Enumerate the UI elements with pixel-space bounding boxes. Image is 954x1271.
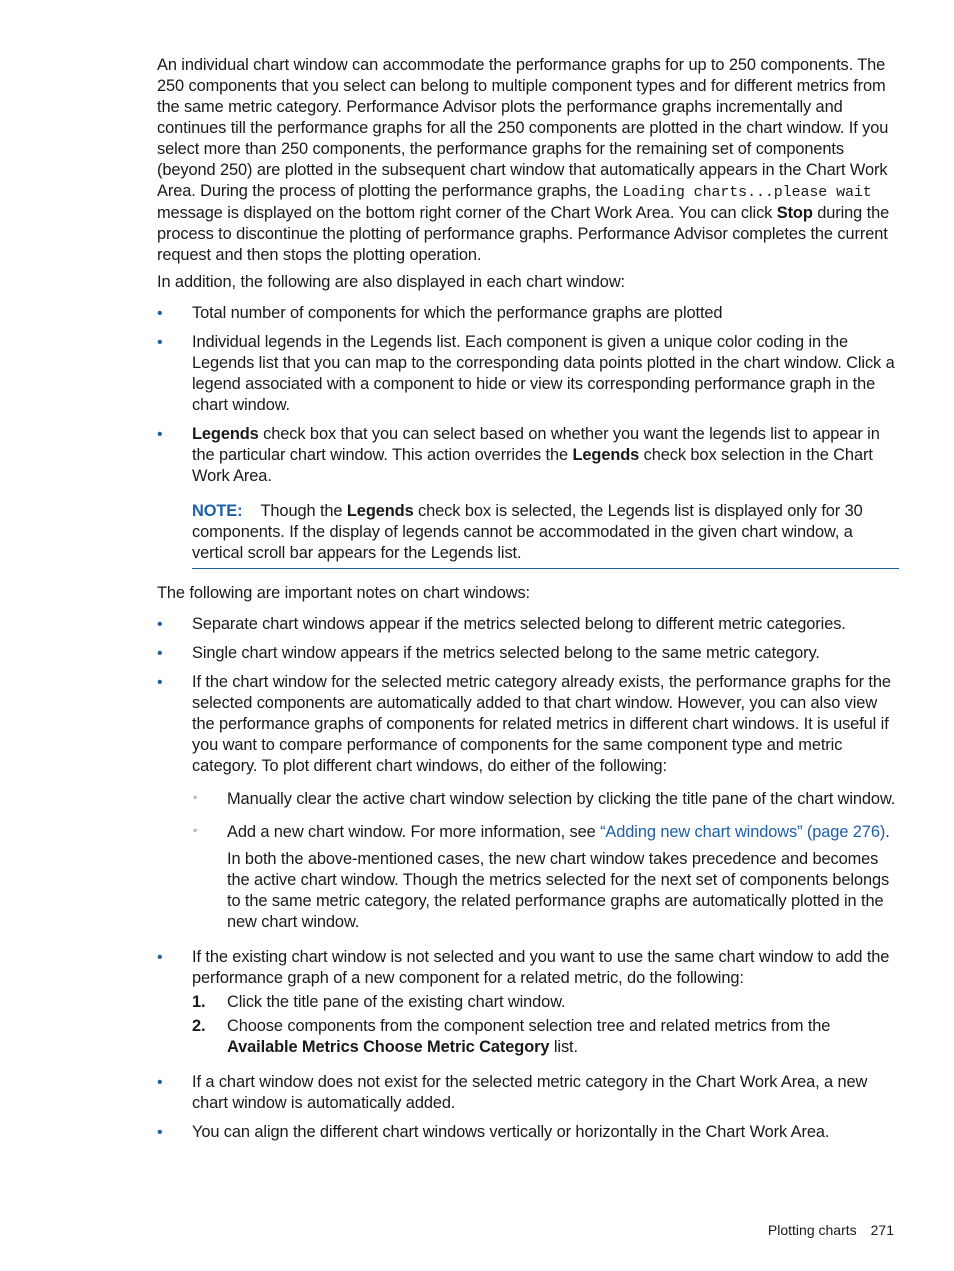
- list-item: [157, 643, 899, 664]
- sub-list-item-text: .: [885, 823, 890, 841]
- step-text: Choose components from the component selection tree and related metrics from the: [227, 1017, 831, 1035]
- list-item-text: If the existing chart window is not selected and you want to use the same chart window to add the performance graph of a new component for a related metric, do the following:: [192, 948, 890, 987]
- legends-keyword: Legends: [192, 425, 259, 443]
- list-item-text: check box selection in the Chart Work Area.: [192, 446, 873, 485]
- legends-keyword: Legends: [346, 502, 414, 520]
- step-number: 2.: [192, 1017, 206, 1035]
- chart-window-items-list: [157, 303, 899, 569]
- bullet-icon: •: [157, 1074, 163, 1091]
- step-number: 1.: [192, 993, 206, 1011]
- sub-list-item-text: Manually clear the active chart window selection by clicking the title pane of the chart window.: [227, 790, 896, 808]
- list-item-text: Separate chart windows appear if the metrics selected belong to different metric categories.: [192, 615, 846, 633]
- list-item: [157, 332, 899, 416]
- list-item: [157, 672, 899, 933]
- circle-bullet-icon: ◦: [193, 823, 198, 837]
- intro-lead-in: In addition, the following are also displayed in each chart window:: [157, 273, 626, 291]
- bullet-icon: •: [157, 426, 163, 443]
- available-metrics-keyword: Available Metrics Choose Metric Category: [227, 1038, 550, 1056]
- list-item: [157, 424, 899, 569]
- list-item: [157, 614, 899, 635]
- list-item-text: If a chart window does not exist for the selected metric category in the Chart Work Area, a new chart window is automatically added.: [192, 1073, 868, 1112]
- page-content: [157, 55, 899, 1151]
- intro-paragraph: [157, 55, 899, 266]
- bullet-icon: •: [157, 674, 163, 691]
- list-item-text: If the chart window for the selected metric category already exists, the performance graphs for the selected components are automatically added to that chart window. However, you can also view the performance graphs of components for related metrics in different chart windows. It is useful if you want to compare performance of components for the same component type and metric category. To plot different chart windows, do either of the following:: [192, 673, 891, 775]
- step-item: [192, 1016, 899, 1058]
- sub-list-paragraph: In both the above-mentioned cases, the new chart window takes precedence and becomes the active chart window. Though the metrics selected for the next set of components belongs to the same metric category, the related performance graphs are automatically plotted in the new chart window.: [227, 850, 890, 931]
- loading-message-code: Loading charts...please wait: [622, 184, 872, 201]
- sub-list-item: [192, 789, 899, 810]
- bullet-icon: •: [157, 949, 163, 966]
- page-number: 271: [870, 1222, 894, 1238]
- intro-text-b: message is displayed on the bottom right corner of the Chart Work Area. You can click: [157, 204, 777, 222]
- list-item-text: You can align the different chart windows vertically or horizontally in the Chart Work Area.: [192, 1123, 830, 1141]
- important-notes-list: [157, 614, 899, 1143]
- stop-keyword: Stop: [776, 204, 813, 222]
- notes-intro: The following are important notes on chart windows:: [157, 584, 530, 602]
- intro-text-a: An individual chart window can accommodate the performance graphs for up to 250 components. The 250 components that you select can belong to multiple component types and for different metrics from the same metric category. Performance Advisor plots the performance graphs incrementally and continues till the performance graphs for all the 250 components are plotted in the chart window. If you select more than 250 components, the performance graphs for the remaining set of components (beyond 250) are plotted in the subsequent chart window that automatically appears in the Chart Work Area. During the process of plotting the performance graphs, the: [157, 56, 889, 200]
- page-footer: [768, 1222, 894, 1238]
- bullet-icon: •: [157, 1124, 163, 1141]
- circle-bullet-icon: ◦: [193, 790, 198, 804]
- note-text: check box is selected, the Legends list is displayed only for 30 components. If the display of legends cannot be accommodated in the given chart window, a vertical scroll bar appears for the Legends list.: [192, 502, 863, 562]
- list-item: [157, 1072, 899, 1114]
- sub-list-item: [192, 822, 899, 933]
- list-item-text: Single chart window appears if the metrics selected belong to the same metric category.: [192, 644, 820, 662]
- note-box: [192, 501, 899, 569]
- step-text: Click the title pane of the existing chart window.: [227, 993, 566, 1011]
- note-label: NOTE:: [192, 502, 243, 520]
- legends-keyword: Legends: [572, 446, 640, 464]
- bullet-icon: •: [157, 645, 163, 662]
- list-item: [157, 303, 899, 324]
- step-item: [192, 992, 899, 1013]
- list-item: [157, 947, 899, 1058]
- list-item-text: Individual legends in the Legends list. Each component is given a unique color coding in the Legends list that you can map to the corresponding data points plotted in the chart window. Click a legend associated with a component to hide or view its corresponding performance graph in the chart window.: [192, 333, 895, 414]
- list-item: [157, 1122, 899, 1143]
- footer-section-title: Plotting charts: [767, 1222, 857, 1238]
- bullet-icon: •: [157, 334, 163, 351]
- bullet-icon: •: [157, 305, 163, 322]
- step-text: list.: [549, 1038, 578, 1056]
- sub-list-item-text: Add a new chart window. For more information, see: [227, 823, 601, 841]
- note-text: Though the: [260, 502, 347, 520]
- list-item-text: Total number of components for which the performance graphs are plotted: [192, 304, 723, 322]
- list-item-text: check box that you can select based on whether you want the legends list to appear in the particular chart window. This action overrides the: [192, 425, 880, 464]
- steps-list: [192, 992, 899, 1058]
- sub-list: [192, 789, 899, 933]
- intro-text-c: during the process to discontinue the plotting of performance graphs. Performance Advisor completes the current request and then stops the plotting operation.: [157, 204, 890, 264]
- adding-new-chart-windows-link[interactable]: “Adding new chart windows” (page 276): [600, 823, 886, 841]
- bullet-icon: •: [157, 616, 163, 633]
